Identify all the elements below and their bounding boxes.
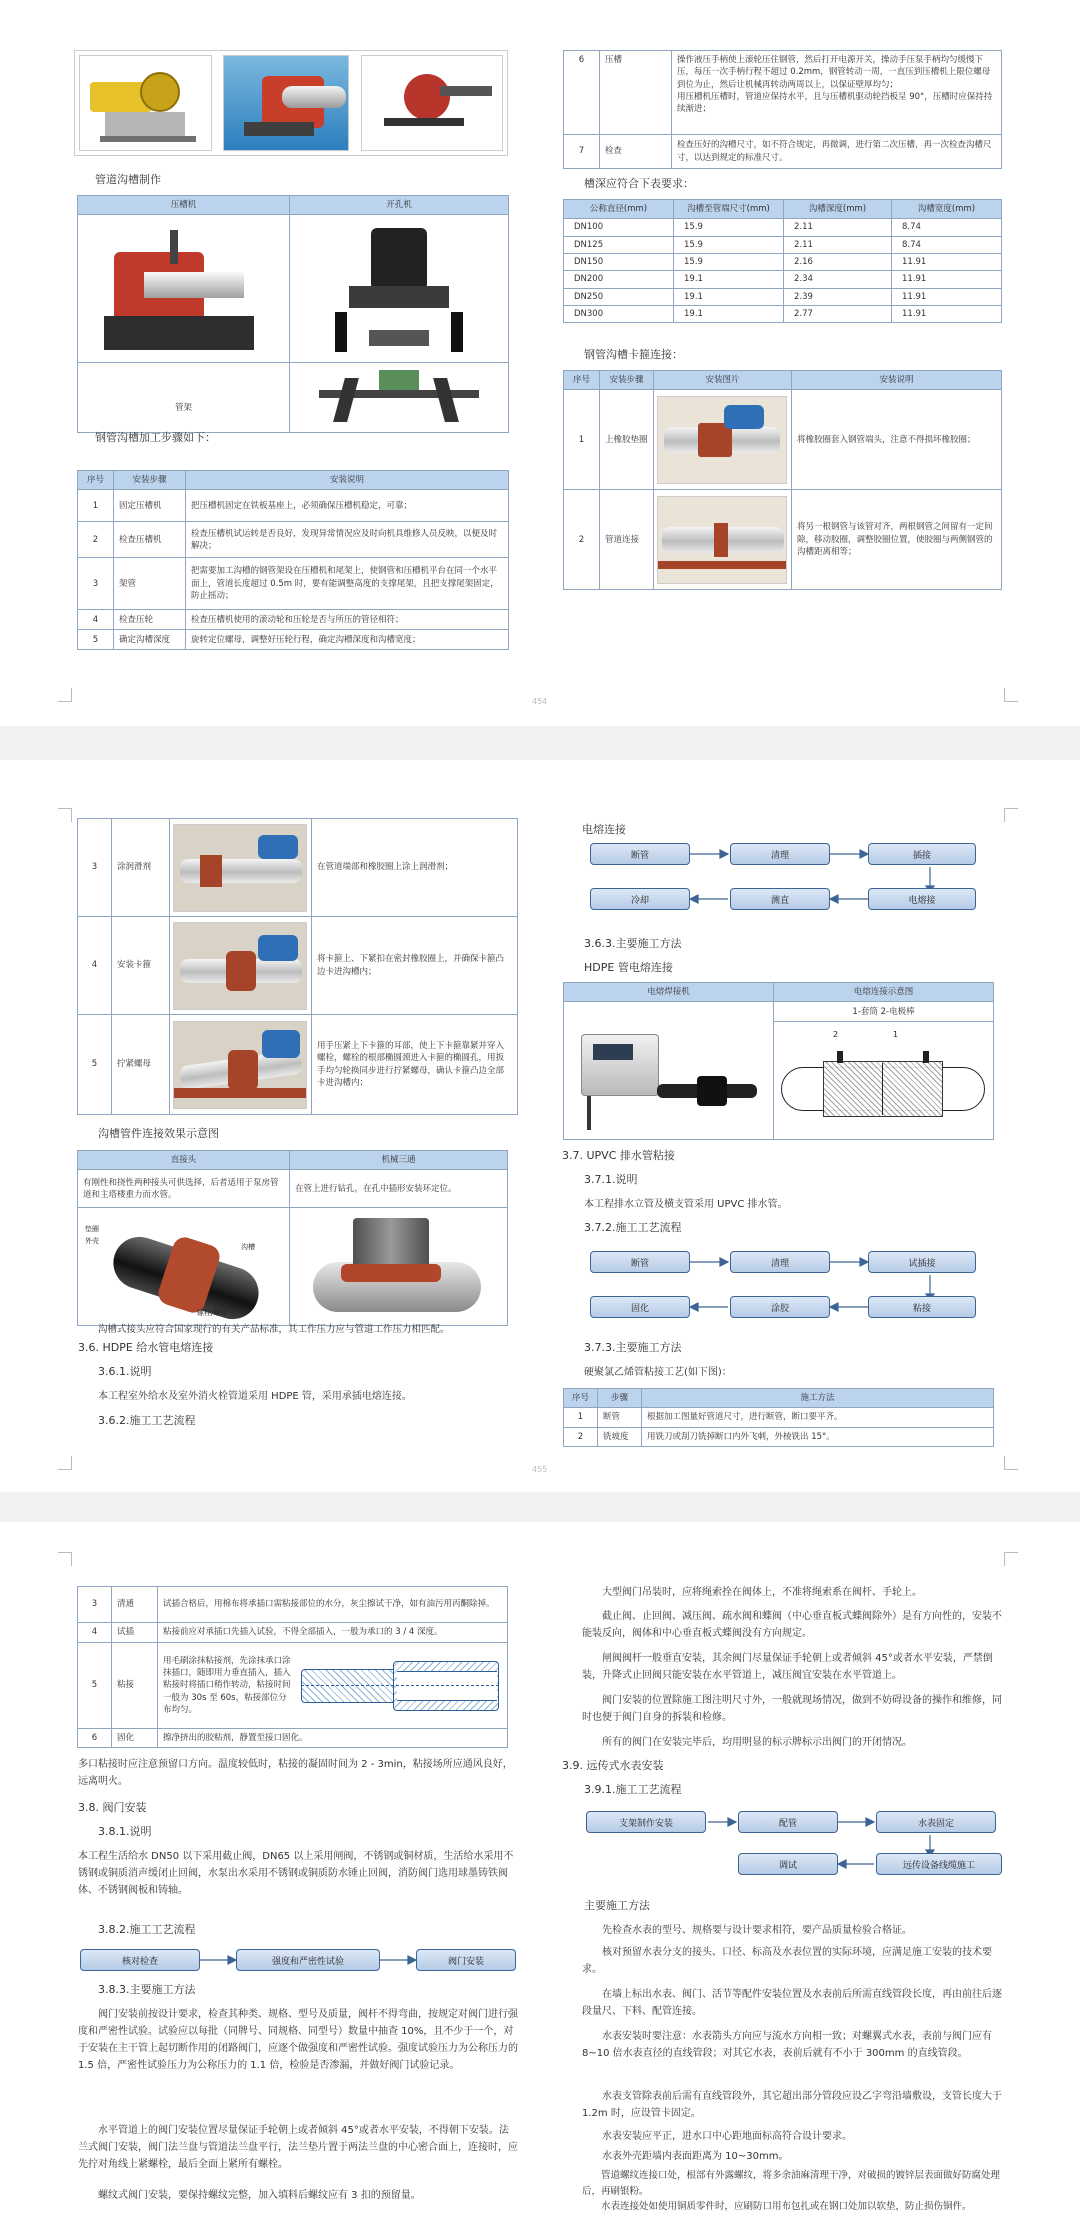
dimension-cell: 15.9 [674,253,784,270]
pipe-stand-label: 管架 [78,363,290,433]
grooving-machine-image [84,220,284,358]
table-row: 3 架管 把需要加工沟槽的钢管架设在压槽机和尾架上，使钢管和压槽机平台在同一个水平面上，管道长度超过 0.5m 时，要有能调整高度的支撑尾架，且把支撑尾架固定，防止摇动； [78,558,509,610]
valve-method-paragraph: 螺纹式阀门安装，要保持螺纹完整，加入填料后螺纹应有 3 扣的预留量。 [98,2190,421,2201]
valve-install-paragraph: 所有的阀门在安装完毕后，均用明显的标示牌标示出阀门的开闭情况。 [602,1737,912,1748]
table-header: 序号 [564,1389,598,1408]
table-header: 沟槽宽度(mm) [892,200,1002,219]
meter-method-paragraph: 水表安装应平正，进水口中心距地面标高符合设计要求。 [602,2131,852,2142]
dimension-cell: 8.74 [892,236,1002,253]
nominal-diameter-cell: DN250 [564,288,674,305]
main-method-heading: 主要施工方法 [584,1899,650,1912]
dimension-cell: 11.91 [892,305,1002,322]
adhesive-note: 多口粘接时应注意预留口方向。温度较低时，粘接的凝固时间为 2 - 3min，粘接场所应通风良好，远离明火。 [78,1759,513,1787]
section-3-6-1: 3.6.1.说明 [98,1365,152,1378]
mechanical-tee-diagram [293,1212,499,1322]
crop-mark [58,1552,72,1566]
flow-step: 水表固定 [876,1811,996,1833]
table-row: 4 试插 粘接前应对承插口先插入试验，不得全部插入，一般为承口的 3 / 4 深度。 [78,1623,508,1643]
groove-steps-table [77,470,509,650]
machine-photo-strip [74,50,508,156]
dimension-cell: 15.9 [674,236,784,253]
page-gap [0,726,1080,760]
table-row [564,253,1002,270]
flow-step: 配管 [738,1811,838,1833]
flow-step: 调试 [738,1853,838,1875]
flow-step: 强度和严密性试验 [236,1949,380,1971]
groove-steps-continued-table [563,50,1002,169]
section-3-8: 3.8. 阀门安装 [78,1801,147,1814]
crop-mark [1004,688,1018,702]
flow-step: 电熔接 [868,888,976,910]
section-3-9: 3.9. 远传式水表安装 [562,1759,664,1772]
process-intro: 钢管沟槽加工步骤如下： [95,431,216,444]
table-header: 电熔焊接机 [564,983,774,1002]
document-page [0,760,1080,1492]
dimension-cell: 19.1 [674,305,784,322]
meter-method-paragraph: 水表支管除表前后需有直线管段外，其它超出部分管段应设乙字弯沿墙敷设，支管长度大于 1.2m 时，应设管卡固定。 [582,2091,1002,2119]
flow-step: 断管 [590,843,690,865]
table-row: 7 检查 检查压好的沟槽尺寸，如不符合规定，再微调，进行第二次压槽，再一次检查沟槽尺寸，以达到规定的标准尺寸。 [564,135,1002,169]
pvc-adhesive-continued-table [77,1586,508,1748]
table-header: 公称直径(mm) [564,200,674,219]
flow-step: 核对检查 [80,1949,200,1971]
dimension-cell: 2.16 [784,253,892,270]
crop-mark [58,1456,72,1470]
table-row: 6 固化 擦净挤出的胶粘剂，静置至接口固化。 [78,1729,508,1748]
pipe-groover-photo [223,55,349,151]
table-row: 5 拧紧螺母 用手压紧上下卡箍的耳部，使上下卡箍靠紧并穿入螺栓，螺栓的根部椭圆颈进入卡箍的椭圆孔，用扳手均匀轮换同步进行拧紧螺母，确认卡箍凸边全部卡进沟槽内； [78,1015,518,1115]
table-row: 3 涂润滑剂 在管道端部和橡胶圈上涂上润滑剂； [78,819,518,917]
table-row: 4 安装卡箍 将卡箍上、下紧扣在密封橡胶圈上，并确保卡箍凸边卡进沟槽内； [78,917,518,1015]
valve-install-paragraph: 阀门安装的位置除施工图注明尺寸外，一般就现场情况，做到不妨碍设备的操作和维修，同时也便于阀门自身的拆装和检修。 [582,1695,1002,1723]
table-header: 安装步骤 [600,371,654,390]
table-header: 安装说明 [792,371,1002,390]
flow-step: 固化 [590,1296,690,1318]
table-row: 3 清通 试插合格后，用棉布将承插口需粘接部位的水分，灰尘擦试干净，如有油污用丙酮除掉。 [78,1587,508,1623]
crop-mark [1004,1456,1018,1470]
dimension-cell: 2.34 [784,271,892,288]
table-header: 安装图片 [654,371,792,390]
section-3-7-1-text: 本工程排水立管及横支管采用 UPVC 排水管。 [584,1199,788,1210]
threading-tool-photo [361,55,503,151]
dimension-cell: 11.91 [892,253,1002,270]
dimension-cell: 2.39 [784,288,892,305]
rigid-coupling-diagram [81,1212,283,1322]
fitting-effect-table: 直接头 机械三通 有刚性和挠性两种接头可供选择，后者适用于泵房管道和主塔楼重力而水管。 在管上进行钻孔，在孔中插形安装环定位。 垫圈 外壳 沟槽 螺栓/螺母 [77,1150,508,1326]
valve-method-paragraph: 水平管道上的阀门安装位置尽量保证手轮朝上或者倾斜 45°或者水平安装，不得朝下安装。法兰式阀门安装，阀门法兰盘与管道法兰盘平行，法兰垫片置于两法兰盘的中心密合面上，连接时，应先拧对角线上紧螺栓，最后全面上紧所有螺栓。 [78,2125,518,2170]
groove-standard-note: 沟槽式接头应符合国家现行的有关产品标准，其工作压力应与管道工作压力相匹配。 [98,1324,450,1335]
dimension-cell: 15.9 [674,219,784,236]
table-header: 步骤 [598,1389,642,1408]
dimension-cell: 11.91 [892,271,1002,288]
valve-install-paragraph: 截止阀、止回阀、减压阀、疏水阀和蝶阀（中心垂直板式蝶阀除外）是有方向性的，安装不能装反向，阀体和中心垂直板式蝶阀没有方向规定。 [582,1611,1002,1639]
section-3-8-3: 3.8.3.主要施工方法 [98,1983,196,1996]
table-header: 沟槽至管端尺寸(mm) [674,200,784,219]
gasket-photo [657,396,787,484]
table-header: 序号 [78,471,114,490]
meter-method-paragraph: 管道螺纹连接口处，根部有外露螺纹，将多余油麻清理干净，对破损的镀锌层表面做好防腐处理后，再刷银粉。 [582,2170,1001,2198]
groove-label: 沟槽 [241,1242,255,1251]
meter-method-paragraph: 先检查水表的型号、规格要与设计要求相符，要产品质量检验合格证。 [602,1925,912,1936]
lubricant-photo [173,824,307,912]
electrode-mark: 2 [833,1029,839,1039]
housing-label: 外壳 [85,1236,99,1245]
meter-method-paragraph: 水表外壳距墙内表面距离为 10~30mm。 [602,2151,789,2162]
cutting-saw-photo [79,55,212,151]
electrofusion-title: 电熔连接 [582,823,626,836]
meter-method-paragraph: 水表安装时要注意：水表箭头方向应与流水方向相一致；对螺翼式水表，表前与阀门应有 8~10 倍水表直径的直线管段；对其它水表，表前后就有不小于 300mm 的直线管段。 [582,2031,992,2059]
nominal-diameter-cell: DN300 [564,305,674,322]
table-header: 沟槽深度(mm) [784,200,892,219]
section-3-9-1: 3.9.1.施工工艺流程 [584,1783,682,1796]
table-header: 压槽机 [78,196,290,215]
groove-dimension-table [563,199,1002,323]
clamp-mount-photo [173,922,307,1010]
flow-step: 测直 [730,888,830,910]
table-row [564,236,1002,253]
table-row: 4 检查压轮 检查压槽机使用的滚动轮和压轮是否与所压的管径相符； [78,610,509,630]
hole-cutter-image [299,220,499,358]
meter-method-paragraph: 核对预留水表分支的接头、口径、标高及水表位置的实际环境，应满足施工安装的技术要求。 [582,1947,992,1975]
crop-mark [1004,808,1018,822]
section-3-8-2: 3.8.2.施工工艺流程 [98,1923,196,1936]
flow-step: 插接 [868,843,976,865]
section-3-7-2: 3.7.2.施工工艺流程 [584,1221,682,1234]
table-header: 安装步骤 [114,471,186,490]
nominal-diameter-cell: DN100 [564,219,674,236]
clamp-heading: 钢管沟槽卡箍连接： [584,348,683,361]
table-row: 6 压槽 操作液压手柄使上滚轮压住钢管，然后打开电源开关，操动手压泵手柄均匀缓慢下压，每压一次手柄行程不超过 0.2mm，钢管转动一周，一直压到压槽机上限位螺母到位为止，然后让机械再转动两周以上，以保证壁厚均匀； 用压槽机压槽时，管道应保持水平，且与压槽机驱动轮挡板呈 90°，压槽时应保持持续渐进； [564,51,1002,135]
fusion-schematic-diagram [777,1027,989,1135]
section-3-7-3: 3.7.3.主要施工方法 [584,1341,682,1354]
nominal-diameter-cell: DN125 [564,236,674,253]
table-header: 直接头 [78,1151,290,1170]
table-row: 2 铣坡度 用铣刀或刮刀铣掉断口内外飞刺，外棱铣出 15°。 [564,1427,994,1446]
flow-step: 试插接 [868,1251,976,1273]
table-row [564,271,1002,288]
table-row [564,219,1002,236]
table-header: 电熔连接示意图 [774,983,994,1002]
groove-heading: 管道沟槽制作 [95,173,161,186]
flow-step: 远传设备线缆施工 [876,1853,1002,1875]
flow-step: 粘接 [868,1296,976,1318]
table-row [564,288,1002,305]
dimension-cell: 19.1 [674,271,784,288]
crop-mark [1004,1552,1018,1566]
nominal-diameter-cell: DN200 [564,271,674,288]
section-3-6-3: 3.6.3.主要施工方法 [584,937,682,950]
fusion-legend: 1-套筒 2-电极棒 [774,1002,994,1022]
flow-step: 冷却 [590,888,690,910]
valve-method-paragraph: 阀门安装前按设计要求，检查其种类、规格、型号及质量，阀杆不得弯曲，按规定对阀门进行强度和严密性试验。试验应以每批（同牌号、同规格、同型号）数量中抽查 10%，且不少于一个，对于安装在主干管上起切断作用的闭路阀门，应逐个做强度和严密性试验。强度试验压力为公称压力的 1.5 倍，严密性试验压力为公称压力的 1.1 倍，检验是否渗漏，并做好阀门试验记录。 [78,2009,518,2071]
dimension-cell: 8.74 [892,219,1002,236]
table-header: 序号 [564,371,600,390]
table-row [564,305,1002,322]
bolt-nut-label: 螺栓/螺母 [197,1308,228,1317]
groove-machine-table [77,195,509,433]
fusion-welder-image [567,1006,769,1136]
pipe-stand-image [309,368,489,428]
table-row: 1 断管 根据加工图量好管道尺寸，进行断管，断口要平齐。 [564,1408,994,1427]
groove-depth-heading: 槽深应符合下表要求： [584,177,694,190]
table-header: 安装说明 [186,471,509,490]
tighten-nut-photo [173,1021,307,1109]
dimension-cell: 11.91 [892,288,1002,305]
flow-step: 涂胶 [730,1296,830,1318]
flow-step: 断管 [590,1251,690,1273]
valve-install-paragraph: 闸阀阀杆一般垂直安装，其余阀门尽量保证手轮朝上或者倾斜 45°或者水平安装，严禁倒装，升降式止回阀只能安装在水平管道上，减压阀宜安装在水平管道上。 [582,1653,993,1681]
table-row: 2 管道连接 将另一根钢管与该管对齐，两根钢管之间留有一定间隙，移动胶圈，调整胶圈位置，使胶圈与两侧钢管的沟槽距离相等； [564,490,1002,590]
section-3-8-1: 3.8.1.说明 [98,1825,152,1838]
meter-method-paragraph: 在墙上标出水表、阀门、活节等配件安装位置及水表前后所需直线管段长度，再由前往后逐段量尺、下料、配管连接。 [582,1989,1002,2017]
hdpe-title: HDPE 管电熔连接 [584,961,673,974]
section-3-7-1: 3.7.1.说明 [584,1173,638,1186]
document-page [0,0,1080,726]
socket-joint-diagram [297,1649,502,1723]
sleeve-mark: 1 [893,1029,899,1039]
pipe-join-photo [657,496,787,584]
flow-step: 清理 [730,1251,830,1273]
crop-mark [58,808,72,822]
page-gap [0,1492,1080,1522]
flow-step: 清理 [730,843,830,865]
pvc-intro: 硬聚氯乙烯管粘接工艺(如下图)： [584,1367,732,1378]
crop-mark [58,688,72,702]
table-header: 施工方法 [642,1389,994,1408]
page-number: 455 [532,1465,548,1474]
clamp-install-table [563,370,1002,590]
page-number: 454 [532,697,548,706]
dimension-cell: 2.11 [784,236,892,253]
section-3-6: 3.6. HDPE 给水管电熔连接 [78,1341,214,1354]
pvc-adhesive-table [563,1388,994,1447]
nominal-diameter-cell: DN150 [564,253,674,270]
table-row: 1 固定压槽机 把压槽机固定在铁板基座上，必须确保压槽机稳定，可靠； [78,490,509,522]
flow-step: 阀门安装 [416,1949,516,1971]
gasket-label: 垫圈 [85,1224,99,1233]
flow-step: 支架制作安装 [586,1811,706,1833]
hdpe-fusion-table [563,982,994,1140]
meter-method-paragraph: 水表连接处如使用铜质零件时，应刷防口用布包扎或在钢口处加以软垫，防止损伤铜件。 [601,2201,972,2212]
section-3-7: 3.7. UPVC 排水管粘接 [562,1149,675,1162]
table-row: 1 上橡胶垫圈 将橡胶圈套入钢管端头，注意不得损坏橡胶圈； [564,390,1002,490]
valve-install-paragraph: 大型阀门吊装时，应将绳索拴在阀体上，不准将绳索系在阀杆、手轮上。 [602,1587,922,1598]
table-row: 5 粘接 用毛刷涂抹粘接剂，先涂抹承口涂抹插口，随即用力垂直插入，插入粘接时将插口稍作转动，粘接时间一般为 30s 至 60s，粘接部位分布均匀。 [78,1643,508,1729]
clamp-install-continued-table [77,818,518,1115]
effect-heading: 沟槽管件连接效果示意图 [98,1127,219,1140]
dimension-cell: 19.1 [674,288,784,305]
table-row: 2 检查压槽机 检查压槽机试运转是否良好，发现异常情况应及时向机具维修人员反映，以便及时解决； [78,522,509,558]
document-page [0,1522,1080,2217]
section-3-8-1-text: 本工程生活给水 DN50 以下采用截止阀，DN65 以上采用闸阀，不锈钢或铜材质，生活给水采用不锈钢或铜质消声缓闭止回阀，水泵出水采用不锈钢或铜质防水锤止回阀，消防阀门选用球墨铸铁阀体、不锈钢阀板和铸轴。 [78,1851,514,1896]
table-row: 5 确定沟槽深度 旋转定位螺母，调整好压轮行程，确定沟槽深度和沟槽宽度； [78,630,509,650]
table-header: 机械三通 [290,1151,508,1170]
dimension-cell: 2.11 [784,219,892,236]
section-3-6-2: 3.6.2.施工工艺流程 [98,1414,196,1427]
section-3-6-1-text: 本工程室外给水及室外消火栓管道采用 HDPE 管，采用承插电熔连接。 [98,1391,412,1402]
table-header: 开孔机 [290,196,509,215]
dimension-cell: 2.77 [784,305,892,322]
